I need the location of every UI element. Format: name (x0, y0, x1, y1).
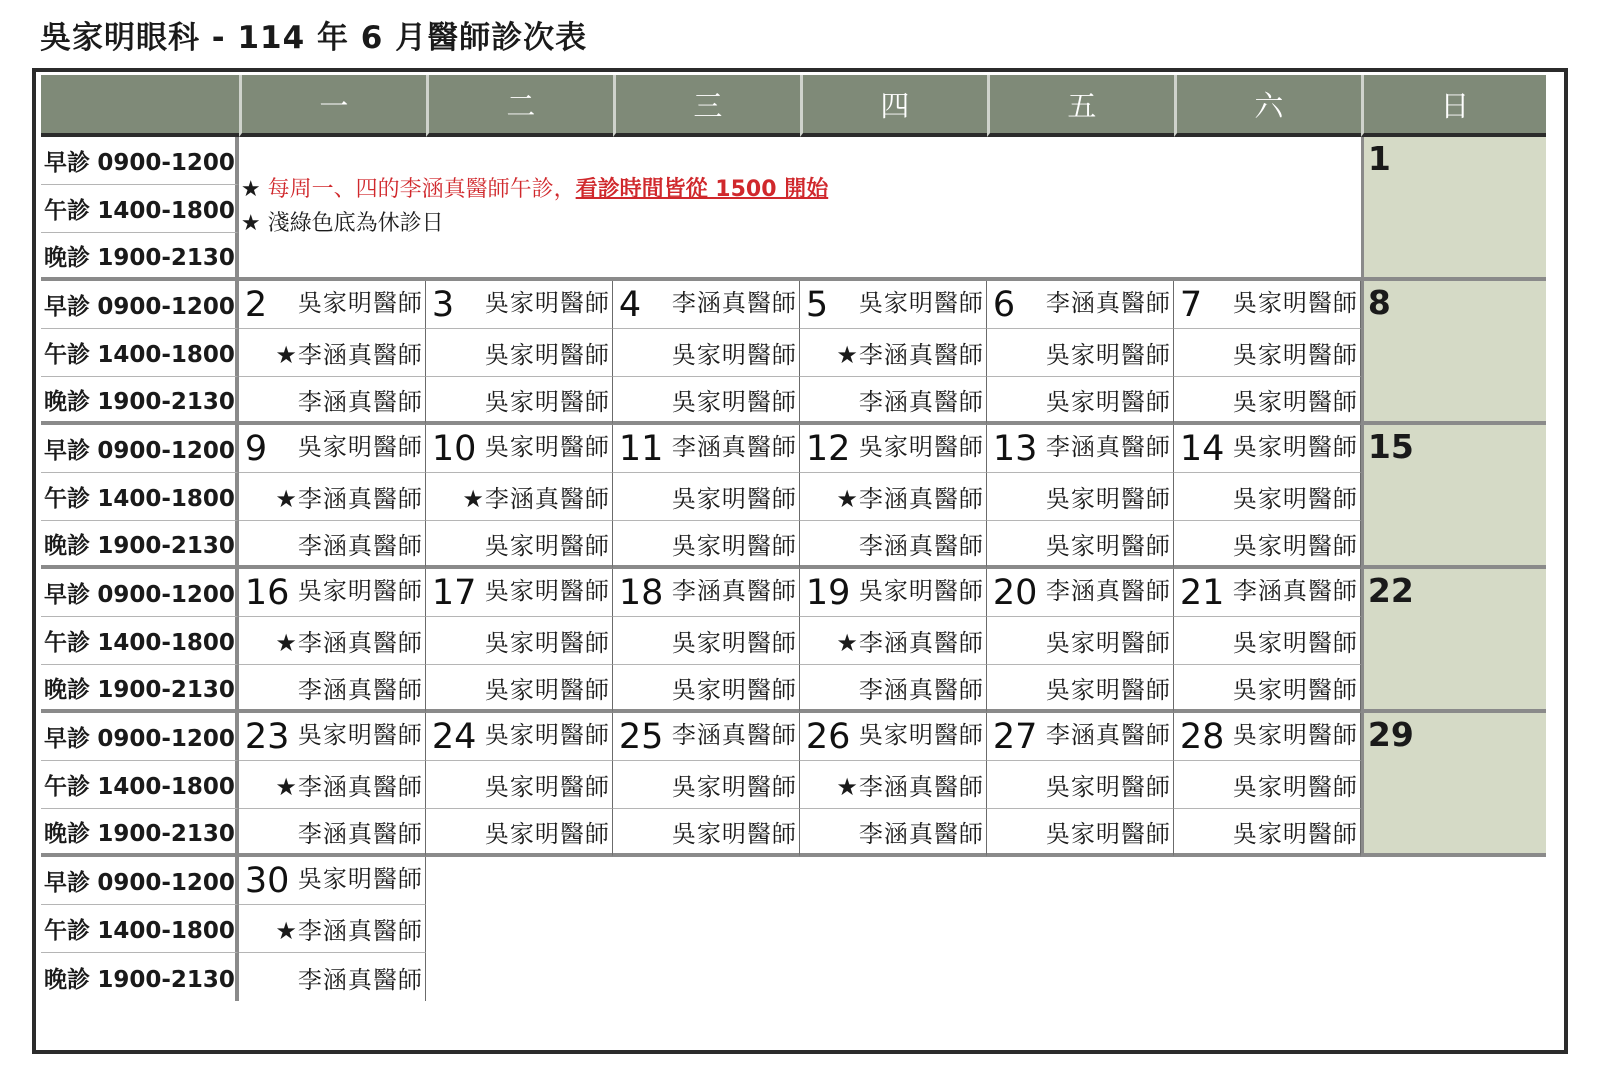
schedule-cell (239, 569, 426, 617)
schedule-sheet (32, 68, 1568, 1054)
schedule-cell (987, 521, 1174, 569)
session-time: 1400-1800 (97, 774, 235, 800)
day-number: 11 (618, 428, 664, 469)
doctor-name: 吳家明醫師 (297, 288, 423, 317)
schedule-cell (239, 329, 426, 377)
note-text: 每周一、四的李涵真醫師午診， (267, 177, 576, 202)
doctor-name: 吳家明醫師 (671, 629, 797, 657)
doctor-name: 吳家明醫師 (297, 576, 423, 605)
session-label (41, 521, 239, 569)
session-label (41, 137, 239, 185)
doctor-name: 吳家明醫師 (858, 576, 984, 605)
schedule-cell (239, 281, 426, 329)
session-name: 午診 (44, 342, 90, 368)
weekday-header: 六 (1174, 75, 1361, 137)
note-red-text (268, 177, 829, 202)
doctor-name: 吳家明醫師 (484, 288, 610, 317)
schedule-cell (426, 761, 613, 809)
schedule-cell (239, 377, 426, 425)
schedule-cell (800, 281, 987, 329)
schedule-cell (239, 857, 426, 905)
session-time: 0900-1200 (97, 294, 235, 320)
schedule-cell (426, 377, 613, 425)
day-number: 16 (244, 572, 290, 613)
holiday-cell: 29 (1361, 713, 1546, 857)
schedule-cell (613, 425, 800, 473)
schedule-cell (1174, 377, 1361, 425)
day-number: 9 (244, 428, 268, 469)
session-name: 午診 (44, 486, 90, 512)
doctor-name: 李涵真醫師 (297, 387, 423, 416)
day-number: 3 (431, 284, 455, 325)
doctor-name: 吳家明醫師 (1232, 675, 1358, 704)
session-time: 1400-1800 (97, 198, 235, 224)
schedule-cell (800, 329, 987, 377)
doctor-name: 吳家明醫師 (484, 531, 610, 560)
schedule-row (41, 713, 1546, 761)
doctor-name: 吳家明醫師 (671, 531, 797, 560)
session-label (41, 953, 239, 1001)
doctor-name: 李涵真醫師 (1045, 576, 1171, 605)
session-label (41, 473, 239, 521)
session-name: 早診 (44, 294, 90, 320)
doctor-name: 李涵真醫師 (858, 531, 984, 560)
schedule-cell (426, 665, 613, 713)
day-number: 7 (1179, 284, 1203, 325)
doctor-name: ★李涵真醫師 (275, 341, 423, 369)
schedule-row (41, 521, 1546, 569)
schedule-row (41, 473, 1546, 521)
day-number: 18 (618, 572, 664, 613)
doctor-name: 李涵真醫師 (671, 288, 797, 317)
doctor-name: 吳家明醫師 (1045, 819, 1171, 848)
day-number: 10 (431, 428, 477, 469)
doctor-name: 李涵真醫師 (1232, 576, 1358, 605)
doctor-name: 吳家明醫師 (671, 773, 797, 801)
day-number: 25 (618, 716, 664, 757)
schedule-cell (426, 425, 613, 473)
weekday-header: 日 (1361, 75, 1546, 137)
session-time: 1900-2130 (97, 676, 235, 703)
schedule-cell (426, 329, 613, 377)
session-name: 晚診 (44, 244, 90, 271)
schedule-cell (426, 521, 613, 569)
doctor-name: 吳家明醫師 (671, 819, 797, 848)
doctor-name: 吳家明醫師 (484, 432, 610, 461)
session-time: 1900-2130 (97, 244, 235, 271)
schedule-cell (1174, 713, 1361, 761)
session-time: 0900-1200 (97, 726, 235, 752)
note-line-1 (241, 173, 1361, 207)
schedule-cell (800, 377, 987, 425)
doctor-name: 李涵真醫師 (858, 387, 984, 416)
day-number: 4 (618, 284, 642, 325)
schedule-cell (1174, 425, 1361, 473)
schedule-cell (239, 425, 426, 473)
doctor-name: ★李涵真醫師 (275, 629, 423, 657)
session-label (41, 857, 239, 905)
session-time: 1400-1800 (97, 342, 235, 368)
schedule-cell (613, 521, 800, 569)
session-time: 1400-1800 (97, 486, 235, 512)
doctor-name: 吳家明醫師 (297, 720, 423, 749)
session-label (41, 665, 239, 713)
doctor-name: 李涵真醫師 (671, 720, 797, 749)
schedule-cell (613, 377, 800, 425)
session-time: 1900-2130 (97, 388, 235, 415)
session-label (41, 761, 239, 809)
schedule-cell (613, 809, 800, 857)
schedule-row (41, 425, 1546, 473)
doctor-name: ★李涵真醫師 (836, 629, 984, 657)
schedule-table (41, 75, 1546, 1001)
doctor-name: 吳家明醫師 (1232, 819, 1358, 848)
session-label (41, 281, 239, 329)
schedule-cell (426, 281, 613, 329)
doctor-name: 吳家明醫師 (671, 341, 797, 369)
weekday-header: 四 (800, 75, 987, 137)
day-number: 17 (431, 572, 477, 613)
doctor-name: 吳家明醫師 (1045, 629, 1171, 657)
day-number: 27 (992, 716, 1038, 757)
session-name: 早診 (44, 726, 90, 752)
doctor-name: ★李涵真醫師 (275, 917, 423, 945)
schedule-row (41, 857, 1546, 905)
day-number: 21 (1179, 572, 1225, 613)
day-number: 19 (805, 572, 851, 613)
schedule-notes (239, 137, 1361, 281)
session-name: 晚診 (44, 532, 90, 559)
doctor-name: 吳家明醫師 (1232, 720, 1358, 749)
doctor-name: 李涵真醫師 (1045, 288, 1171, 317)
day-number: 24 (431, 716, 477, 757)
schedule-cell (987, 665, 1174, 713)
day-number: 23 (244, 716, 290, 757)
schedule-cell (987, 281, 1174, 329)
day-number: 14 (1179, 428, 1225, 469)
schedule-cell (800, 617, 987, 665)
schedule-cell (1174, 809, 1361, 857)
schedule-cell (426, 809, 613, 857)
schedule-cell (239, 617, 426, 665)
doctor-name: 吳家明醫師 (484, 387, 610, 416)
schedule-row (41, 761, 1546, 809)
session-name: 晚診 (44, 820, 90, 847)
doctor-name: ★李涵真醫師 (462, 485, 610, 513)
session-name: 午診 (44, 198, 90, 224)
schedule-cell (987, 713, 1174, 761)
schedule-cell (1174, 761, 1361, 809)
schedule-cell (987, 809, 1174, 857)
weekday-header-row (41, 75, 1546, 137)
session-name: 午診 (44, 918, 90, 944)
day-number: 5 (805, 284, 829, 325)
note-emphasis: 看診時間皆從 1500 開始 (575, 177, 829, 202)
doctor-name: 吳家明醫師 (484, 629, 610, 657)
schedule-cell (613, 713, 800, 761)
doctor-name: 李涵真醫師 (1045, 720, 1171, 749)
note-line-2: ★ 淺綠色底為休診日 (240, 211, 444, 236)
day-number: 20 (992, 572, 1038, 613)
doctor-name: 吳家明醫師 (484, 675, 610, 704)
schedule-cell (239, 761, 426, 809)
session-time: 1900-2130 (97, 532, 235, 559)
session-label (41, 809, 239, 857)
session-name: 午診 (44, 774, 90, 800)
schedule-row (41, 617, 1546, 665)
weekday-header: 一 (239, 75, 426, 137)
session-label (41, 569, 239, 617)
schedule-cell (1174, 617, 1361, 665)
schedule-cell (800, 425, 987, 473)
day-number: 12 (805, 428, 851, 469)
schedule-cell (613, 329, 800, 377)
schedule-cell (613, 617, 800, 665)
schedule-cell (613, 473, 800, 521)
session-time: 1900-2130 (97, 966, 235, 993)
doctor-name: 吳家明醫師 (1232, 288, 1358, 317)
doctor-name: 吳家明醫師 (1045, 675, 1171, 704)
day-number: 30 (244, 860, 290, 901)
doctor-name: 李涵真醫師 (858, 675, 984, 704)
schedule-row (41, 569, 1546, 617)
day-number: 13 (992, 428, 1038, 469)
doctor-name: 吳家明醫師 (671, 387, 797, 416)
schedule-row (41, 377, 1546, 425)
day-number: 6 (992, 284, 1016, 325)
schedule-cell (987, 473, 1174, 521)
doctor-name: 吳家明醫師 (484, 341, 610, 369)
doctor-name: 吳家明醫師 (1045, 387, 1171, 416)
doctor-name: 吳家明醫師 (1232, 531, 1358, 560)
schedule-cell (987, 425, 1174, 473)
session-label (41, 329, 239, 377)
schedule-cell (613, 761, 800, 809)
doctor-name: 吳家明醫師 (297, 864, 423, 893)
schedule-cell (613, 281, 800, 329)
schedule-row (41, 281, 1546, 329)
session-name: 早診 (44, 438, 90, 464)
schedule-cell (239, 713, 426, 761)
doctor-name: 李涵真醫師 (297, 675, 423, 704)
schedule-cell (426, 713, 613, 761)
session-label (41, 617, 239, 665)
schedule-row (41, 665, 1546, 713)
doctor-name: 吳家明醫師 (1232, 485, 1358, 513)
session-time: 1400-1800 (97, 630, 235, 656)
schedule-row (41, 329, 1546, 377)
doctor-name: 李涵真醫師 (1045, 432, 1171, 461)
doctor-name: 吳家明醫師 (1232, 432, 1358, 461)
holiday-cell: 1 (1361, 137, 1546, 281)
schedule-cell (239, 953, 426, 1001)
session-name: 午診 (44, 630, 90, 656)
doctor-name: 吳家明醫師 (1232, 387, 1358, 416)
doctor-name: ★李涵真醫師 (275, 485, 423, 513)
doctor-name: 李涵真醫師 (297, 819, 423, 848)
schedule-cell (1174, 281, 1361, 329)
doctor-name: 吳家明醫師 (858, 432, 984, 461)
session-name: 晚診 (44, 676, 90, 703)
session-label (41, 377, 239, 425)
schedule-cell (987, 329, 1174, 377)
session-label (41, 713, 239, 761)
holiday-cell: 22 (1361, 569, 1546, 713)
day-number: 28 (1179, 716, 1225, 757)
weekday-header: 二 (426, 75, 613, 137)
doctor-name: 吳家明醫師 (671, 675, 797, 704)
schedule-cell (426, 569, 613, 617)
schedule-cell (800, 809, 987, 857)
holiday-cell: 8 (1361, 281, 1546, 425)
holiday-cell: 15 (1361, 425, 1546, 569)
doctor-name: 吳家明醫師 (1232, 773, 1358, 801)
session-name: 早診 (44, 870, 90, 896)
doctor-name: 吳家明醫師 (1045, 531, 1171, 560)
schedule-cell (1174, 665, 1361, 713)
schedule-cell (987, 377, 1174, 425)
schedule-cell (239, 473, 426, 521)
note-star: ★ (240, 177, 261, 202)
session-time: 0900-1200 (97, 438, 235, 464)
doctor-name: 李涵真醫師 (297, 531, 423, 560)
session-time: 1400-1800 (97, 918, 235, 944)
schedule-cell (613, 569, 800, 617)
session-time: 1900-2130 (97, 820, 235, 847)
schedule-cell (800, 521, 987, 569)
doctor-name: ★李涵真醫師 (836, 485, 984, 513)
session-label (41, 905, 239, 953)
doctor-name: 李涵真醫師 (858, 819, 984, 848)
page-title: 吳家明眼科 - 114 年 6 月醫師診次表 (40, 20, 588, 56)
session-label (41, 425, 239, 473)
schedule-cell (239, 905, 426, 953)
weekday-header: 五 (987, 75, 1174, 137)
doctor-name: 吳家明醫師 (484, 720, 610, 749)
doctor-name: 李涵真醫師 (671, 432, 797, 461)
schedule-cell (1174, 329, 1361, 377)
doctor-name: ★李涵真醫師 (836, 341, 984, 369)
header-corner (41, 75, 239, 137)
doctor-name: 吳家明醫師 (297, 432, 423, 461)
schedule-cell (987, 569, 1174, 617)
doctor-name: 吳家明醫師 (1232, 341, 1358, 369)
schedule-cell (1174, 473, 1361, 521)
doctor-name: 吳家明醫師 (484, 819, 610, 848)
session-time: 0900-1200 (97, 870, 235, 896)
schedule-cell (800, 713, 987, 761)
schedule-cell (800, 473, 987, 521)
schedule-cell (987, 761, 1174, 809)
doctor-name: 李涵真醫師 (671, 576, 797, 605)
schedule-cell (1174, 569, 1361, 617)
doctor-name: 吳家明醫師 (1045, 485, 1171, 513)
session-label (41, 185, 239, 233)
schedule-cell (239, 809, 426, 857)
day-number: 2 (244, 284, 268, 325)
schedule-cell (613, 665, 800, 713)
doctor-name: 吳家明醫師 (484, 773, 610, 801)
schedule-cell (426, 617, 613, 665)
doctor-name: 吳家明醫師 (484, 576, 610, 605)
doctor-name: 吳家明醫師 (858, 288, 984, 317)
doctor-name: ★李涵真醫師 (275, 773, 423, 801)
doctor-name: 吳家明醫師 (1045, 773, 1171, 801)
doctor-name: 李涵真醫師 (297, 965, 423, 994)
schedule-row (41, 137, 1546, 185)
day-number: 26 (805, 716, 851, 757)
session-label (41, 233, 239, 281)
doctor-name: 吳家明醫師 (671, 485, 797, 513)
doctor-name: 吳家明醫師 (1232, 629, 1358, 657)
session-time: 0900-1200 (97, 582, 235, 608)
doctor-name: ★李涵真醫師 (836, 773, 984, 801)
doctor-name: 吳家明醫師 (1045, 341, 1171, 369)
schedule-cell (239, 521, 426, 569)
session-time: 0900-1200 (97, 150, 235, 176)
schedule-cell (800, 569, 987, 617)
session-name: 晚診 (44, 966, 90, 993)
weekday-header: 三 (613, 75, 800, 137)
session-name: 早診 (44, 582, 90, 608)
session-name: 早診 (44, 150, 90, 176)
schedule-cell (800, 665, 987, 713)
schedule-row (41, 809, 1546, 857)
empty-area (426, 857, 1546, 1001)
session-name: 晚診 (44, 388, 90, 415)
schedule-cell (800, 761, 987, 809)
doctor-name: 吳家明醫師 (858, 720, 984, 749)
schedule-cell (987, 617, 1174, 665)
schedule-cell (239, 665, 426, 713)
schedule-cell (426, 473, 613, 521)
schedule-cell (1174, 521, 1361, 569)
